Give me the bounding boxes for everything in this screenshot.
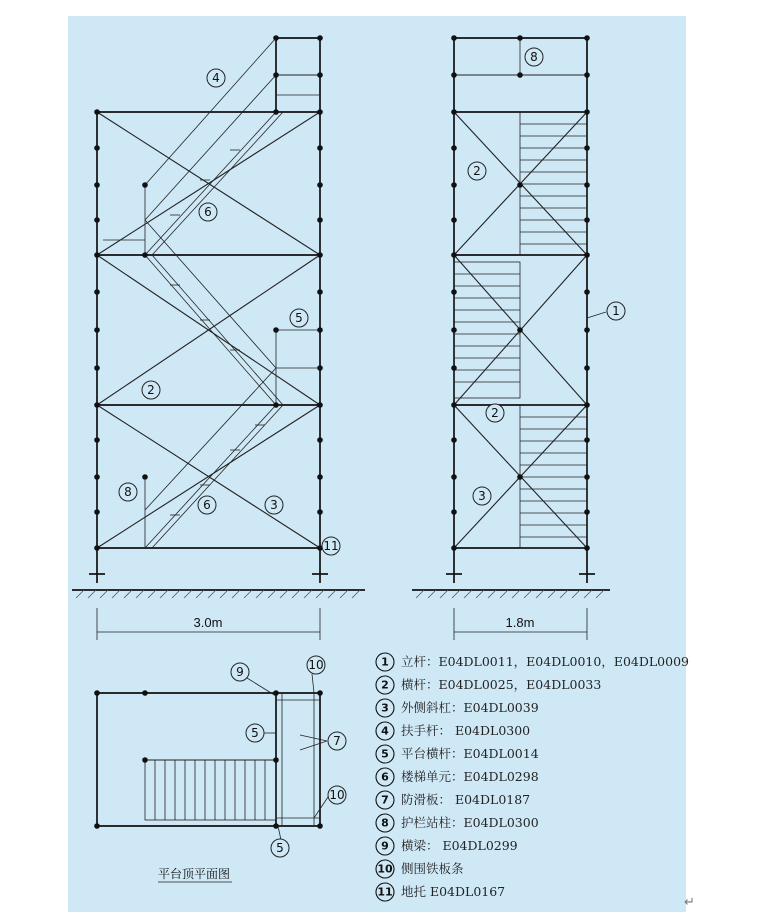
svg-text:8: 8 [124,485,132,499]
legend-num-6 [376,768,394,786]
callout-3-right [473,487,491,505]
callout-1 [607,302,625,320]
callout-10-bottom [328,786,346,804]
legend-text-8: 护栏站柱：E04DL0300 [401,815,539,830]
legend-num-5 [376,745,394,763]
callout-3-left [265,496,283,514]
legend-num-11 [376,883,394,901]
legend-num-10 [376,860,394,878]
legend-text-3: 外侧斜杠：E04DL0039 [401,700,539,715]
svg-text:9: 9 [381,839,389,853]
callout-2-right-lower [486,404,504,422]
svg-text:4: 4 [212,71,220,85]
plan-stair-slats [155,760,265,820]
callout-5-plan-lower [271,839,289,857]
legend-num-9 [376,837,394,855]
svg-text:1: 1 [612,304,620,318]
svg-text:3: 3 [478,489,486,503]
plan-view [94,656,346,882]
callout-5-plan-upper [246,724,264,742]
legend-text-11: 地托 E04DL0167 [401,884,506,899]
callout-8-right [525,48,543,66]
svg-text:5: 5 [251,726,259,740]
legend-num-4 [376,722,394,740]
ground-hatch-left [76,590,360,598]
plan-title: 平台顶平面图 [158,867,231,881]
svg-text:2: 2 [381,678,389,692]
legend-num-8 [376,814,394,832]
svg-text:2: 2 [473,164,481,178]
svg-text:10: 10 [377,862,393,876]
callout-6-lower [198,496,216,514]
callout-2-left [142,381,160,399]
svg-text:7: 7 [381,793,389,807]
svg-text:6: 6 [204,205,212,219]
svg-text:8: 8 [530,50,538,64]
svg-text:5: 5 [295,311,303,325]
legend-text-10: 侧围铁板条 [401,861,464,876]
svg-text:3: 3 [270,498,278,512]
ground-hatch-right [416,590,604,598]
svg-text:5: 5 [381,747,389,761]
callout-4 [207,69,225,87]
stair-flights-left [103,38,320,548]
legend-text-7: 防滑板： E04DL0187 [401,792,531,807]
svg-text:8: 8 [381,816,389,830]
svg-text:3: 3 [381,701,389,715]
legend-text-6: 楼梯单元：E04DL0298 [401,769,539,784]
legend-text-5: 平台横杆：E04DL0014 [401,746,539,761]
right-elevation [412,35,625,640]
svg-text:1: 1 [381,655,389,669]
callout-11 [322,537,340,555]
svg-text:2: 2 [491,406,499,420]
legend-num-2 [376,676,394,694]
svg-text:4: 4 [381,724,389,738]
right-width-dimension: 1.8m [505,615,535,630]
legend-text-9: 横梁： E04DL0299 [401,838,518,853]
left-elevation [72,35,365,640]
callout-10-top [307,656,325,674]
svg-text:10: 10 [329,788,345,802]
paragraph-return-mark: ↵ [684,895,695,910]
legend-text-1: 立杆：E04DL0011，E04DL0010，E04DL0009 [401,654,689,669]
svg-text:11: 11 [377,885,393,899]
callout-5 [290,309,308,327]
svg-text:10: 10 [308,658,324,672]
svg-text:6: 6 [203,498,211,512]
callout-2-right-upper [468,162,486,180]
svg-text:5: 5 [276,841,284,855]
svg-text:9: 9 [236,665,244,679]
svg-text:7: 7 [333,734,341,748]
callout-6-upper [199,203,217,221]
legend-num-7 [376,791,394,809]
legend-num-3 [376,699,394,717]
left-width-dimension: 3.0m [193,615,223,630]
svg-text:2: 2 [147,383,155,397]
legend [376,653,689,901]
legend-num-1 [376,653,394,671]
legend-text-2: 横杆：E04DL0025，E04DL0033 [401,677,602,692]
callout-7 [328,732,346,750]
svg-text:6: 6 [381,770,389,784]
callout-8 [119,483,137,501]
svg-text:11: 11 [323,539,339,553]
callout-9 [231,663,249,681]
legend-text-4: 扶手杆： E04DL0300 [401,723,531,738]
